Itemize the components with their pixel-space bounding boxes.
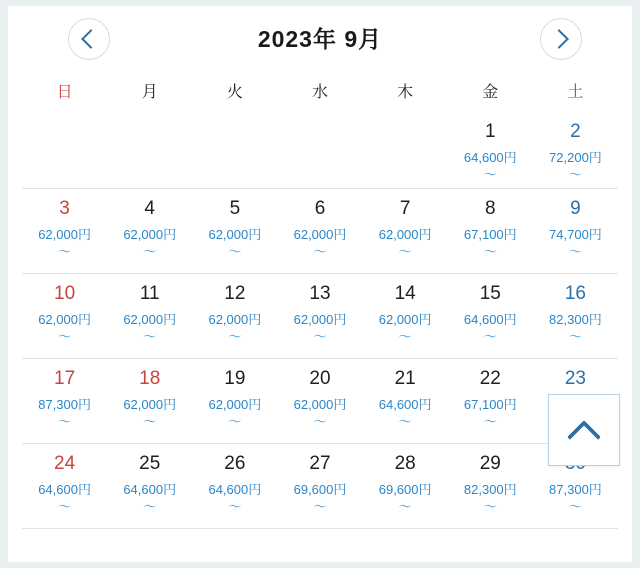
day-number: 24	[54, 453, 76, 474]
day-price: 67,100円	[463, 227, 517, 242]
calendar-day-cell-empty	[22, 112, 107, 188]
day-price: 87,300円	[549, 482, 602, 497]
day-price: 62,000円	[293, 227, 347, 242]
day-number: 10	[54, 283, 76, 304]
price-tilde: 〜	[228, 329, 242, 344]
calendar-day-cell[interactable]	[448, 189, 533, 273]
calendar-day-cell[interactable]	[363, 274, 448, 358]
price-tilde: 〜	[313, 244, 327, 259]
day-number: 17	[54, 368, 76, 389]
day-price: 64,600円	[463, 312, 517, 327]
price-tilde: 〜	[143, 414, 157, 429]
price-tilde: 〜	[483, 244, 497, 259]
price-tilde: 〜	[143, 329, 157, 344]
price-tilde: 〜	[398, 414, 412, 429]
day-price: 64,600円	[378, 397, 432, 412]
price-tilde: 〜	[398, 244, 412, 259]
calendar-day-cell[interactable]	[192, 359, 277, 443]
scroll-to-top-button[interactable]	[548, 394, 620, 466]
price-tilde: 〜	[58, 244, 72, 259]
weekday-header-row	[8, 68, 632, 112]
day-price: 64,600円	[463, 150, 517, 165]
price-tilde: 〜	[58, 329, 72, 344]
day-price: 62,000円	[208, 227, 262, 242]
calendar-day-cell-empty	[363, 112, 448, 188]
calendar-day-cell[interactable]	[277, 189, 362, 273]
day-number: 13	[309, 283, 331, 304]
day-number: 19	[224, 368, 246, 389]
day-price: 82,300円	[549, 312, 602, 327]
day-price: 74,700円	[549, 227, 602, 242]
day-number: 14	[394, 283, 416, 304]
day-number: 1	[484, 121, 496, 142]
calendar-day-cell[interactable]	[107, 274, 192, 358]
day-price: 64,600円	[123, 482, 177, 497]
weekday-label-wed: 水	[311, 83, 328, 101]
day-number: 26	[224, 453, 246, 474]
day-price: 62,000円	[123, 227, 177, 242]
calendar-day-cell[interactable]	[277, 274, 362, 358]
day-price: 62,000円	[208, 397, 262, 412]
calendar-day-cell[interactable]	[22, 359, 107, 443]
calendar-grid	[8, 112, 632, 529]
weekday-label-thu: 木	[397, 83, 414, 101]
day-number: 12	[224, 283, 246, 304]
day-number: 20	[309, 368, 331, 389]
day-price: 62,000円	[38, 312, 91, 327]
calendar-day-cell[interactable]	[192, 274, 277, 358]
calendar-day-cell-empty	[107, 112, 192, 188]
calendar-day-cell[interactable]	[192, 189, 277, 273]
calendar-day-cell[interactable]	[363, 444, 448, 528]
calendar-day-cell[interactable]	[277, 359, 362, 443]
day-number: 16	[564, 283, 586, 304]
calendar-week-row	[22, 444, 618, 529]
day-price: 62,000円	[208, 312, 262, 327]
calendar-day-cell-empty	[192, 112, 277, 188]
price-tilde: 〜	[228, 499, 242, 514]
day-price: 62,000円	[38, 227, 91, 242]
day-number: 25	[139, 453, 161, 474]
weekday-label-sat: 土	[567, 83, 584, 101]
day-price: 62,000円	[123, 397, 177, 412]
calendar-day-cell[interactable]	[363, 189, 448, 273]
weekday-label-fri: 金	[482, 83, 499, 101]
price-tilde: 〜	[58, 499, 72, 514]
weekday-label-tue: 火	[226, 83, 243, 101]
price-tilde: 〜	[313, 414, 327, 429]
chevron-right-icon	[549, 29, 569, 49]
day-price: 69,600円	[378, 482, 432, 497]
day-price: 62,000円	[378, 312, 432, 327]
day-number: 27	[309, 453, 331, 474]
calendar-day-cell[interactable]	[22, 444, 107, 528]
chevron-left-icon	[81, 29, 101, 49]
day-number: 2	[570, 121, 581, 142]
calendar-day-cell[interactable]	[277, 444, 362, 528]
price-tilde: 〜	[398, 499, 412, 514]
calendar-week-row	[22, 359, 618, 444]
day-price: 62,000円	[378, 227, 432, 242]
calendar-day-cell[interactable]	[22, 189, 107, 273]
calendar-week-row	[22, 112, 618, 189]
day-number: 21	[394, 368, 416, 389]
day-number: 22	[479, 368, 501, 389]
price-tilde: 〜	[483, 414, 497, 429]
day-price: 87,300円	[38, 397, 91, 412]
day-number: 28	[394, 453, 416, 474]
day-number: 3	[59, 198, 70, 219]
price-tilde: 〜	[483, 329, 497, 344]
day-number: 6	[314, 198, 326, 219]
day-number: 5	[229, 198, 241, 219]
price-tilde: 〜	[143, 499, 157, 514]
day-number: 15	[479, 283, 501, 304]
calendar-week-row	[22, 274, 618, 359]
price-tilde: 〜	[568, 244, 582, 259]
day-price: 72,200円	[549, 150, 602, 165]
calendar-day-cell[interactable]	[533, 112, 618, 188]
calendar-day-cell[interactable]	[448, 444, 533, 528]
price-tilde: 〜	[143, 244, 157, 259]
calendar-container	[8, 6, 632, 562]
day-price: 62,000円	[293, 397, 347, 412]
price-tilde: 〜	[398, 329, 412, 344]
day-number: 8	[484, 198, 496, 219]
page-title: 2023年 9月	[257, 25, 383, 52]
calendar-day-cell[interactable]	[107, 444, 192, 528]
day-price: 64,600円	[38, 482, 91, 497]
weekday-label-mon: 月	[141, 83, 158, 101]
price-tilde: 〜	[568, 499, 582, 514]
day-number: 18	[139, 368, 161, 389]
calendar-day-cell-empty	[277, 112, 362, 188]
price-tilde: 〜	[228, 244, 242, 259]
calendar-day-cell[interactable]	[448, 112, 533, 188]
price-tilde: 〜	[58, 414, 72, 429]
chevron-up-icon	[569, 415, 599, 445]
price-tilde: 〜	[568, 167, 582, 182]
day-price: 67,100円	[463, 397, 517, 412]
next-month-button[interactable]	[540, 18, 582, 60]
price-tilde: 〜	[313, 499, 327, 514]
day-price: 62,000円	[293, 312, 347, 327]
calendar-day-cell[interactable]	[22, 274, 107, 358]
day-price: 69,600円	[293, 482, 347, 497]
day-price: 62,000円	[123, 312, 177, 327]
day-number: 7	[399, 198, 411, 219]
day-price: 64,600円	[208, 482, 262, 497]
price-tilde: 〜	[568, 329, 582, 344]
calendar-header	[8, 6, 632, 68]
day-number: 29	[479, 453, 501, 474]
day-number: 9	[570, 198, 581, 219]
weekday-label-sun: 日	[56, 83, 73, 101]
calendar-day-cell[interactable]	[107, 359, 192, 443]
calendar-day-cell[interactable]	[448, 359, 533, 443]
price-tilde: 〜	[483, 167, 497, 182]
prev-month-button[interactable]	[68, 18, 110, 60]
day-number: 23	[564, 368, 586, 389]
calendar-week-row	[22, 189, 618, 274]
calendar-day-cell[interactable]	[448, 274, 533, 358]
price-tilde: 〜	[228, 414, 242, 429]
calendar-day-cell[interactable]	[533, 189, 618, 273]
price-tilde: 〜	[313, 329, 327, 344]
calendar-day-cell[interactable]	[533, 274, 618, 358]
day-number: 4	[144, 198, 155, 219]
calendar-day-cell[interactable]	[107, 189, 192, 273]
calendar-day-cell[interactable]	[363, 359, 448, 443]
day-price: 82,300円	[463, 482, 517, 497]
calendar-day-cell[interactable]	[192, 444, 277, 528]
price-tilde: 〜	[483, 499, 497, 514]
day-number: 11	[139, 283, 160, 304]
